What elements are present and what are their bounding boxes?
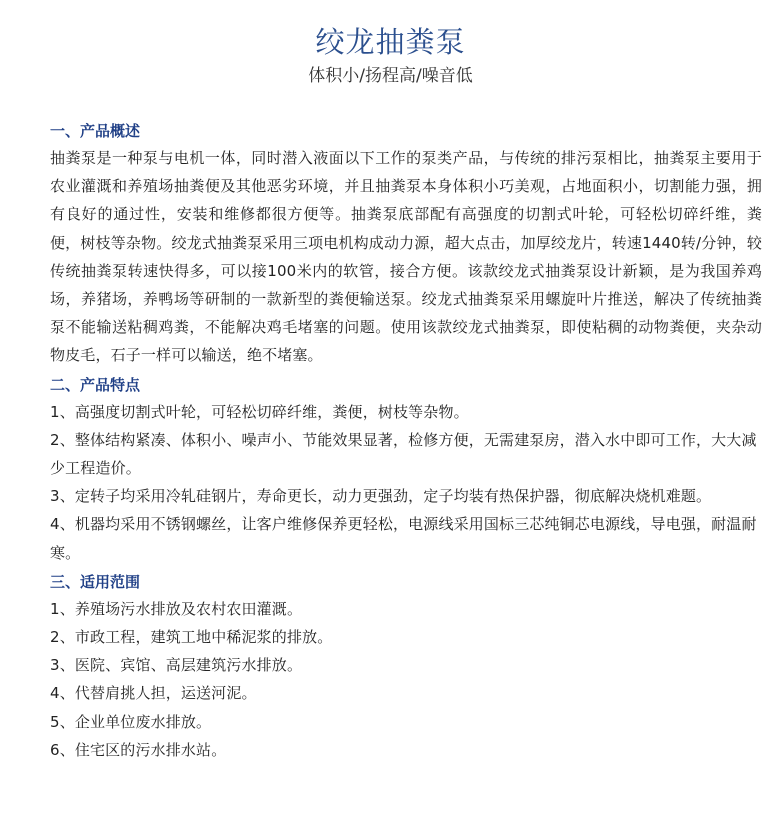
application-item: 2、市政工程，建筑工地中稀泥浆的排放。 xyxy=(50,628,333,647)
application-item: 3、医院、宾馆、高层建筑污水排放。 xyxy=(50,656,303,675)
content-body xyxy=(50,116,762,764)
application-item: 4、代替肩挑人担，运送河泥。 xyxy=(50,684,257,703)
feature-item: 2、整体结构紧凑、体积小、噪声小、节能效果显著，检修方便，无需建泵房，潜入水中即可工作，大大减少工程造价。 xyxy=(50,430,757,478)
page-subtitle: 体积小/扬程高/噪音低 xyxy=(308,66,473,86)
page-title: 绞龙抽粪泵 xyxy=(315,25,466,59)
application-item: 1、养殖场污水排放及农村农田灌溉。 xyxy=(50,599,303,618)
section-heading-overview: 一、产品概述 xyxy=(50,122,141,140)
feature-item: 4、机器均采用不锈钢螺丝，让客户维修保养更轻松，电源线采用国标三芯纯铜芯电源线，导电强，耐温耐寒。 xyxy=(50,515,757,562)
section-heading-features: 二、产品特点 xyxy=(50,375,141,394)
feature-item: 1、高强度切割式叶轮，可轻松切碎纤维，粪便，树枝等杂物。 xyxy=(50,402,469,421)
application-item: 5、企业单位废水排放。 xyxy=(50,712,212,731)
section-heading-applications: 三、适用范围 xyxy=(50,572,141,591)
overview-paragraph: 抽粪泵是一种泵与电机一体，同时潜入液面以下工作的泵类产品，与传统的排污泵相比，抽粪泵主要用于农业灌溉和养殖场抽粪便及其他恶劣环境，并且抽粪泵本身体积小巧美观，占地面积小，切割能力强，拥有良好的通过性，安装和维修都很方便等。抽粪泵底部配有高强度的切割式叶轮，可轻松切碎纤维，粪便，树枝等杂物。绞龙式抽粪泵采用三项电机构成动力源，超大点击，加厚绞龙片，转速1440转/分钟，较传统抽粪泵转速快得多，可以接100米内的软管，接合方便。该款绞龙式抽粪泵设计新颖，是为我国养鸡场，养猪场，养鸭场等研制的一款新型的粪便输送泵。绞龙式抽粪泵采用螺旋叶片推送，解决了传统抽粪泵不能输送粘稠鸡粪，不能解决鸡毛堵塞的问题。使用该款绞龙式抽粪泵，即使粘稠的动物粪便，夹杂动物皮毛，石子一样可以输送，绝不堵塞。 xyxy=(50,149,762,365)
feature-item: 3、定转子均采用冷轧硅钢片，寿命更长，动力更强劲，定子均装有热保护器，彻底解决烧机难题。 xyxy=(50,487,712,506)
application-item: 6、住宅区的污水排水站。 xyxy=(50,740,227,759)
